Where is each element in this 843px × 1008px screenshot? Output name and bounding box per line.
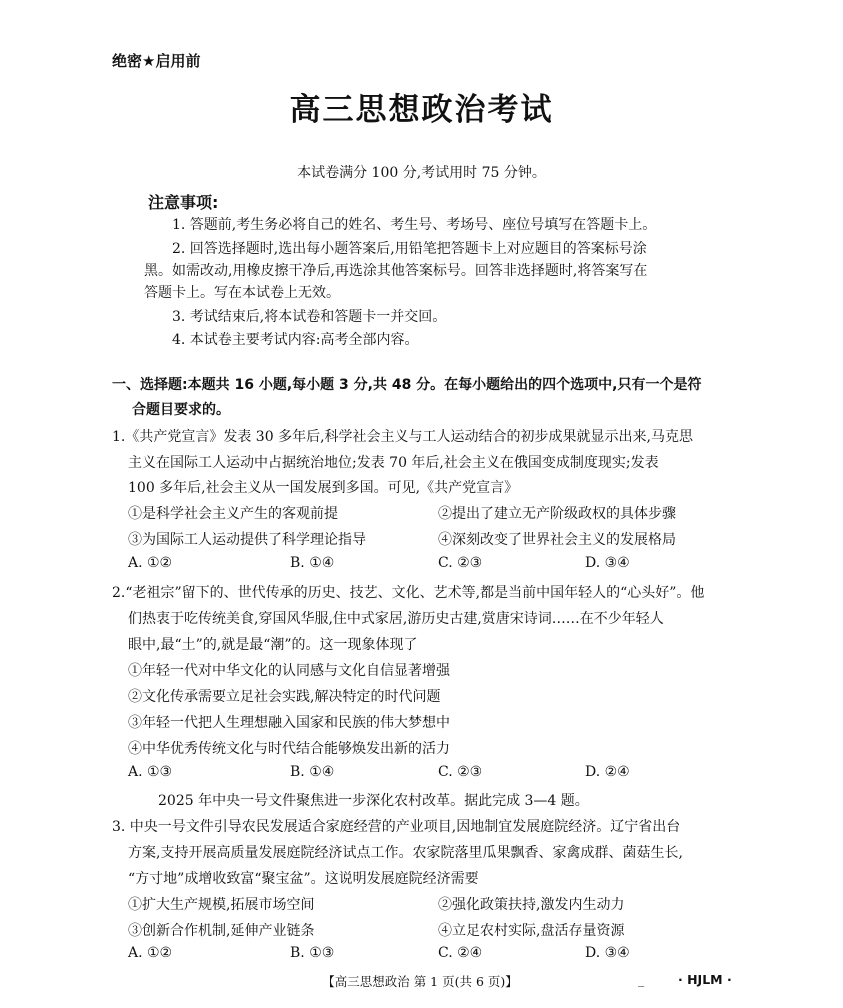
question-1-choice-d: D. ③④ <box>585 555 630 571</box>
question-3-choice-c: C. ②④ <box>438 945 483 961</box>
question-1-choice-a: A. ①② <box>128 555 173 571</box>
question-2-item: ④中华优秀传统文化与时代结合能够焕发出新的活力 <box>128 741 450 757</box>
question-3-stem: 方案,支持开展高质量发展庭院经济试点工作。农家院落里瓜果飘香、家禽成群、菌菇生长, <box>128 845 683 861</box>
question-3-stem: “方寸地”成增收致富“聚宝盆”。这说明发展庭院经济需要 <box>128 871 479 887</box>
exam-info: 本试卷满分 100 分,考试用时 75 分钟。 <box>297 165 546 181</box>
question-1-item: ②提出了建立无产阶级政权的具体步骤 <box>438 506 676 522</box>
notice-line: 2. 回答选择题时,选出每小题答案后,用铅笔把答题卡上对应题目的答案标号涂 <box>172 241 647 257</box>
question-3-item: ④立足农村实际,盘活存量资源 <box>438 923 625 939</box>
question-1-item: ③为国际工人运动提供了科学理论指导 <box>128 532 366 548</box>
notice-line: 答题卡上。写在本试卷上无效。 <box>144 285 340 301</box>
question-2-item: ①年轻一代对中华文化的认同感与文化自信显著增强 <box>128 663 450 679</box>
question-2-choice-b: B. ①④ <box>290 764 335 780</box>
question-2-item: ③年轻一代把人生理想融入国家和民族的伟大梦想中 <box>128 715 450 731</box>
question-3-choice-d: D. ③④ <box>585 945 630 961</box>
question-2-choice-a: A. ①③ <box>128 764 173 780</box>
question-1-item: ④深刻改变了世界社会主义的发展格局 <box>438 532 676 548</box>
question-2-choice-c: C. ②③ <box>438 764 483 780</box>
question-3-choice-b: B. ①③ <box>290 945 335 961</box>
paper-code: · HJLM · <box>678 972 732 987</box>
footer-dash: _ <box>638 972 645 987</box>
section-heading: 一、选择题:本题共 16 小题,每小题 3 分,共 48 分。在每小题给出的四个选项中,只有一个是符 <box>112 377 702 393</box>
question-3-choice-a: A. ①② <box>128 945 173 961</box>
question-1-item: ①是科学社会主义产生的客观前提 <box>128 506 338 522</box>
question-1-stem: 主义在国际工人运动中占据统治地位;发表 70 年后,社会主义在俄国变成制度现实;发表 <box>128 455 659 471</box>
question-2-choice-d: D. ②④ <box>585 764 630 780</box>
question-2-stem: 眼中,最“土”的,就是最“潮”的。这一现象体现了 <box>128 637 418 653</box>
material-intro: 2025 年中央一号文件聚焦进一步深化农村改革。据此完成 3—4 题。 <box>158 793 589 809</box>
question-2-item: ②文化传承需要立足社会实践,解决特定的时代问题 <box>128 689 441 705</box>
notice-line: 1. 答题前,考生务必将自己的姓名、考生号、考场号、座位号填写在答题卡上。 <box>172 217 657 233</box>
question-1-choice-c: C. ②③ <box>438 555 483 571</box>
question-1-stem: 1.《共产党宣言》发表 30 多年后,科学社会主义与工人运动结合的初步成果就显示出来,马克思 <box>112 429 693 445</box>
exam-title: 高三思想政治考试 <box>289 92 554 128</box>
notice-line: 黑。如需改动,用橡皮擦干净后,再选涂其他答案标号。回答非选择题时,将答案写在 <box>144 263 648 279</box>
question-1-choice-b: B. ①④ <box>290 555 335 571</box>
question-3-item: ①扩大生产规模,拓展市场空间 <box>128 897 315 913</box>
notice-heading: 注意事项: <box>148 193 219 212</box>
confidential-label: 绝密★启用前 <box>112 52 201 70</box>
section-heading-cont: 合题目要求的。 <box>132 402 230 418</box>
question-2-stem: 2.“老祖宗”留下的、世代传承的历史、技艺、文化、艺术等,都是当前中国年轻人的“心头好”。他 <box>112 585 705 601</box>
notice-line: 3. 考试结束后,将本试卷和答题卡一并交回。 <box>172 309 447 325</box>
page-number: 【高三思想政治 第 1 页(共 6 页)】 <box>322 974 518 989</box>
question-3-item: ③创新合作机制,延伸产业链条 <box>128 923 315 939</box>
notice-line: 4. 本试卷主要考试内容:高考全部内容。 <box>172 332 419 348</box>
question-1-stem: 100 多年后,社会主义从一国发展到多国。可见,《共产党宣言》 <box>128 480 519 496</box>
question-2-stem: 们热衷于吃传统美食,穿国风华服,住中式家居,游历史古建,赏唐宋诗词……在不少年轻人 <box>128 611 664 627</box>
question-3-stem: 3. 中央一号文件引导农民发展适合家庭经营的产业项目,因地制宜发展庭院经济。辽宁省出台 <box>112 819 681 835</box>
question-3-item: ②强化政策扶持,激发内生动力 <box>438 897 625 913</box>
